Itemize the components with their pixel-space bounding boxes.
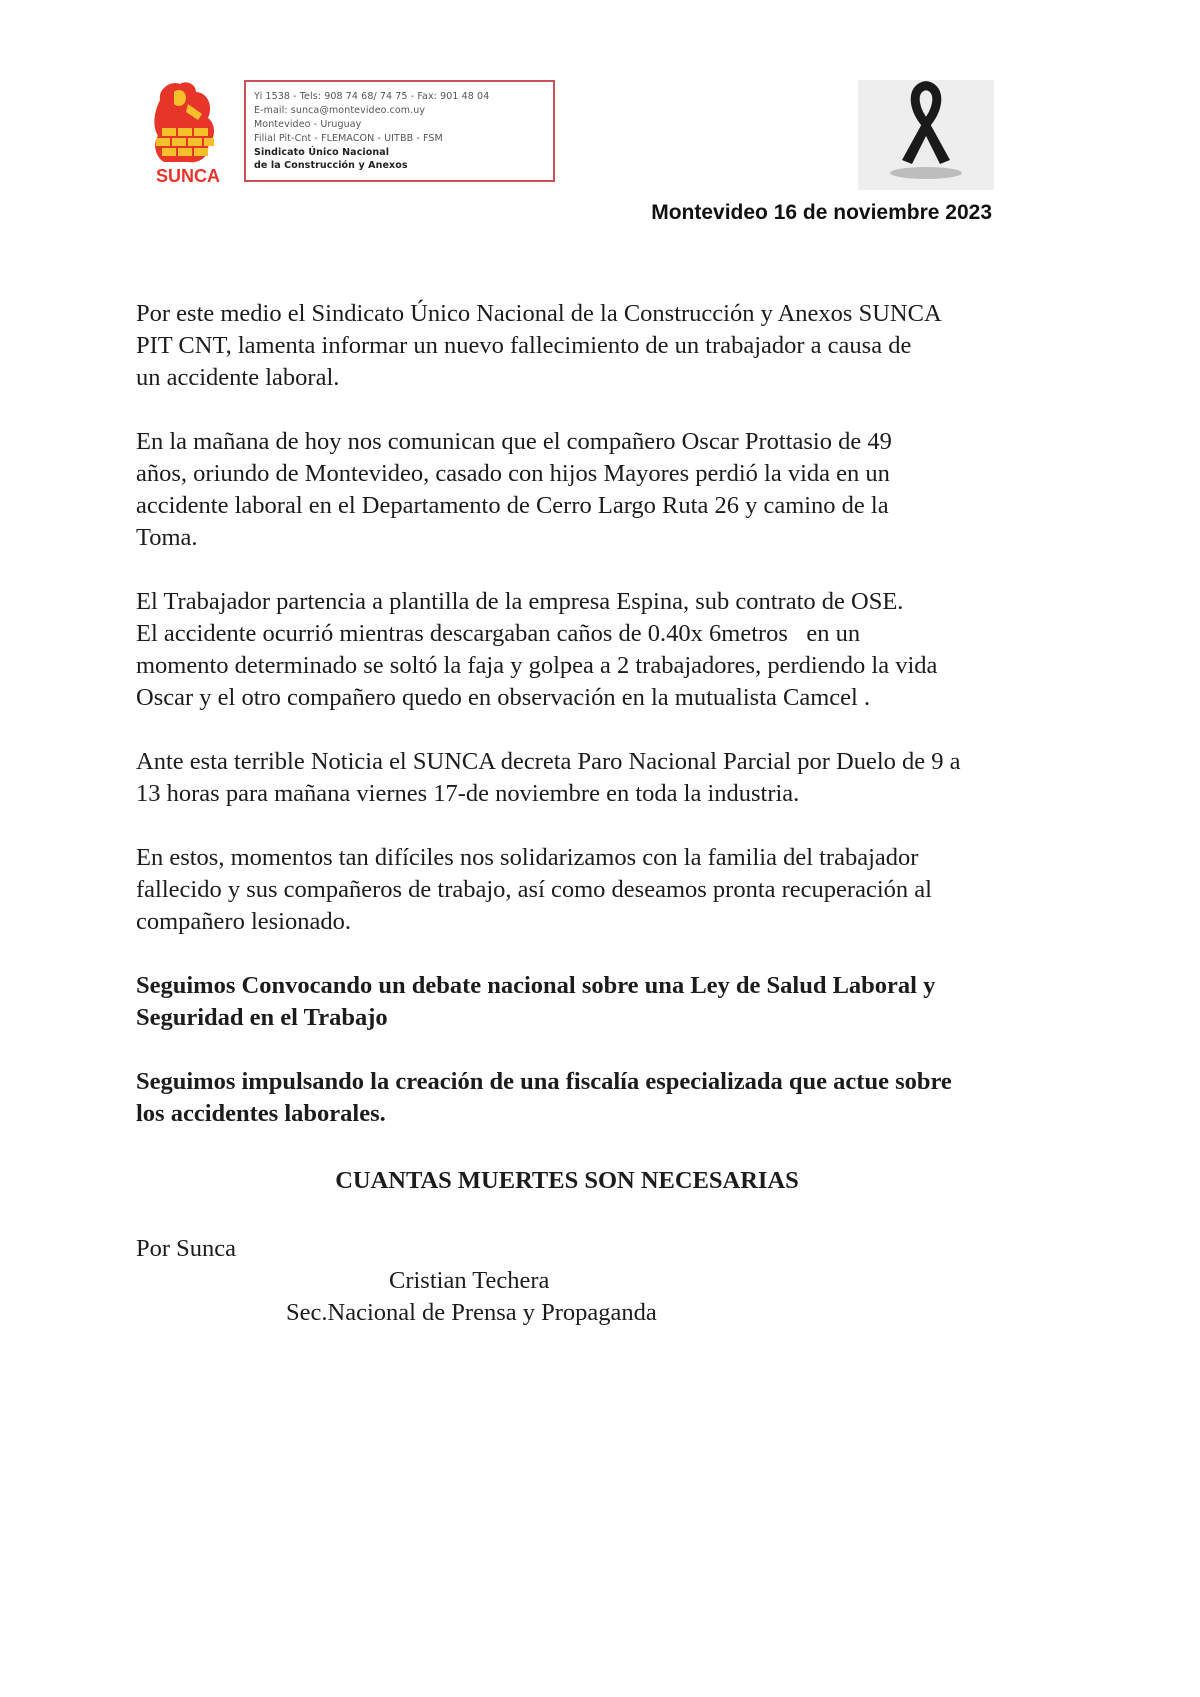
- contact-info-box: [244, 80, 555, 182]
- paragraph-solidarity: [136, 842, 1086, 938]
- text-line: momento determinado se soltó la faja y golpea a 2 trabajadores, perdiendo la vida: [136, 652, 938, 679]
- text-line: los accidentes laborales.: [136, 1100, 386, 1127]
- signer-name: Cristian Techera: [389, 1267, 550, 1294]
- paragraph-prosecutor-call: [136, 1066, 1086, 1130]
- closing-title: CUANTAS MUERTES SON NECESARIAS: [335, 1167, 799, 1194]
- text-line: Seguridad en el Trabajo: [136, 1004, 388, 1031]
- text-line: Toma.: [136, 524, 198, 551]
- sunca-logo: [150, 78, 226, 186]
- contact-line-email: E-mail: sunca@montevideo.com.uy: [254, 105, 426, 116]
- letter-body: [136, 298, 1086, 1162]
- sunca-logo-icon: [150, 78, 226, 186]
- text-line: años, oriundo de Montevideo, casado con hijos Mayores perdió la vida en un: [136, 460, 890, 487]
- contact-line-affiliations: Filial Pit-Cnt - FLEMACON - UITBB - FSM: [254, 133, 443, 144]
- text-line: accidente laboral en el Departamento de Cerro Largo Ruta 26 y camino de la: [136, 492, 889, 519]
- paragraph-intro: [136, 298, 1086, 394]
- text-line: PIT CNT, lamenta informar un nuevo fallecimiento de un trabajador a causa de: [136, 332, 912, 359]
- text-line: Por este medio el Sindicato Único Nacional de la Construcción y Anexos SUNCA: [136, 300, 942, 327]
- text-line: un accidente laboral.: [136, 364, 340, 391]
- text-line: El Trabajador partencia a plantilla de la empresa Espina, sub contrato de OSE.: [136, 588, 904, 615]
- text-line: Oscar y el otro compañero quedo en observación en la mutualista Camcel .: [136, 684, 871, 711]
- text-line: Seguimos Convocando un debate nacional sobre una Ley de Salud Laboral y: [136, 972, 936, 999]
- mourning-ribbon: [858, 80, 994, 190]
- text-line: El accidente ocurrió mientras descargaban caños de 0.40x 6metros en un: [136, 620, 861, 647]
- contact-line-city: Montevideo - Uruguay: [254, 119, 362, 130]
- signoff: Por Sunca: [136, 1235, 237, 1262]
- contact-line-address: Yi 1538 - Tels: 908 74 68/ 74 75 - Fax: 901 48 04: [254, 91, 490, 102]
- paragraph-debate-call: [136, 970, 1086, 1034]
- text-line: compañero lesionado.: [136, 908, 351, 935]
- letter-date: Montevideo 16 de noviembre 2023: [651, 201, 992, 224]
- paragraph-strike: [136, 746, 1086, 810]
- paragraph-accident-details: [136, 586, 1086, 714]
- text-line: fallecido y sus compañeros de trabajo, así como deseamos pronta recuperación al: [136, 876, 932, 903]
- text-line: Seguimos impulsando la creación de una fiscalía especializada que actue sobre: [136, 1068, 952, 1095]
- text-line: Ante esta terrible Noticia el SUNCA decreta Paro Nacional Parcial por Duelo de 9 a: [136, 748, 961, 775]
- signer-role: Sec.Nacional de Prensa y Propaganda: [286, 1299, 657, 1326]
- paragraph-victim-details: [136, 426, 1086, 554]
- org-name-line-2: de la Construcción y Anexos: [254, 160, 408, 171]
- text-line: 13 horas para mañana viernes 17-de noviembre en toda la industria.: [136, 780, 800, 807]
- text-line: En la mañana de hoy nos comunican que el compañero Oscar Prottasio de 49: [136, 428, 892, 455]
- black-ribbon-icon: [858, 80, 994, 190]
- org-name-line-1: Sindicato Único Nacional: [254, 147, 390, 158]
- text-line: En estos, momentos tan difíciles nos solidarizamos con la familia del trabajador: [136, 844, 919, 871]
- logo-text: SUNCA: [155, 166, 221, 186]
